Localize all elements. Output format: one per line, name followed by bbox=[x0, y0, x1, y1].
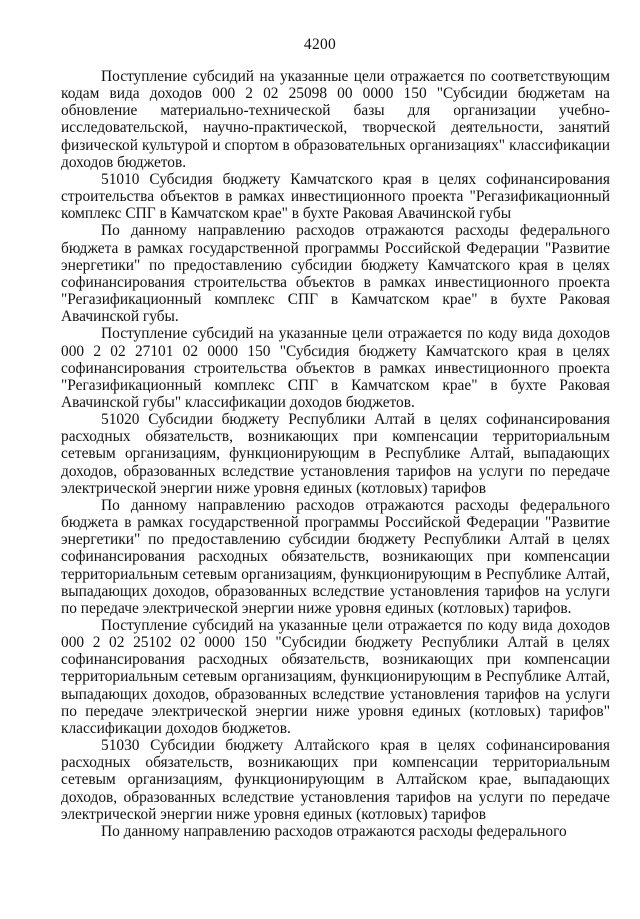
paragraph-heading-51020: 51020 Субсидии бюджету Республики Алтай в целях софинансирования расходных обязательств, возникающих при компенсации территориальным сетевым организациям, функционирующим в Республике Алтай, выпадающих доходов, образованных вследствие установления тарифов на услуги по передаче электрической энергии ниже уровня единых (котловых) тарифов bbox=[61, 411, 610, 497]
paragraph-heading-51030: 51030 Субсидии бюджету Алтайского края в целях софинансирования расходных обязательств, возникающих при компенсации территориальным сетевым организациям, функционирующим в Алтайском крае, выпадающих доходов, образованных вследствие установления тарифов на услуги по передаче электрической энергии ниже уровня единых (котловых) тарифов bbox=[61, 737, 610, 823]
paragraph-subsidy-receipt-25102: Поступление субсидий на указанные цели отражается по коду вида доходов 000 2 02 25102 02 0000 150 "Субсидии бюджету Республики Алтай в целях софинансирования расходных обязательств, возникающих при компенсации территориальным сетевым организациям, функционирующим в Республике Алтай, выпадающих доходов, образованных вследствие установления тарифов на услуги по передаче электрической энергии ниже уровня единых (котловых) тарифов" классификации доходов бюджетов. bbox=[61, 617, 610, 737]
document-body bbox=[61, 68, 610, 840]
paragraph-expenses-51030-start: По данному направлению расходов отражаются расходы федерального bbox=[101, 822, 567, 840]
paragraph-subsidy-receipt-25098: Поступление субсидий на указанные цели отражается по соответствующим кодам вида доходов 000 2 02 25098 00 0000 150 "Субсидии бюджетам на обновление материально-технической базы для организации учебно-исследовательской, научно-практической, творческой деятельности, занятий физической культурой и спортом в образовательных организациях" классификации доходов бюджетов. bbox=[61, 68, 610, 171]
paragraph-subsidy-receipt-27101: Поступление субсидий на указанные цели отражается по коду вида доходов 000 2 02 27101 02 0000 150 "Субсидия бюджету Камчатского края в целях софинансирования строительства объектов в рамках инвестиционного проекта "Регазификационный комплекс СПГ в Камчатском крае" в бухте Раковая Авачинской губы" классификации доходов бюджетов. bbox=[61, 325, 610, 411]
paragraph-expenses-51020: По данному направлению расходов отражаются расходы федерального бюджета в рамках государственной программы Российской Федерации "Развитие энергетики" по предоставлению субсидии бюджету Республики Алтай в целях софинансирования расходных обязательств, возникающих при компенсации территориальным сетевым организациям, функционирующим в Республике Алтай, выпадающих доходов, образованных вследствие установления тарифов на услуги по передаче электрической энергии ниже уровня единых (котловых) тарифов. bbox=[61, 496, 610, 617]
page-number: 4200 bbox=[303, 36, 337, 53]
paragraph-heading-51010: 51010 Субсидия бюджету Камчатского края в целях софинансирования строительства объектов в рамках инвестиционного проекта "Регазификационный комплекс СПГ в Камчатском крае" в бухте Раковая Авачинской губы bbox=[61, 170, 610, 223]
paragraph-expenses-51010: По данному направлению расходов отражаются расходы федерального бюджета в рамках государственной программы Российской Федерации "Развитие энергетики" по предоставлению субсидии бюджету Камчатского края в целях софинансирования строительства объектов в рамках инвестиционного проекта "Регазификационный комплекс СПГ в Камчатском крае" в бухте Раковая Авачинской губы. bbox=[61, 222, 610, 326]
